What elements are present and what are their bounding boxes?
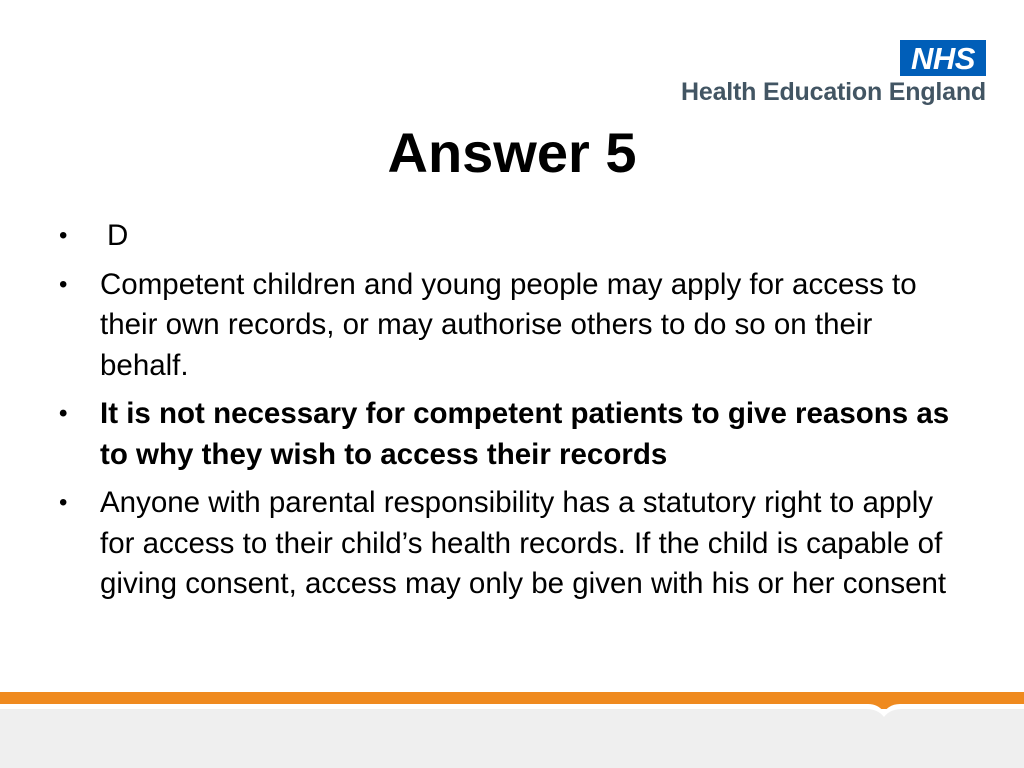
- nhs-badge-text: NHS: [911, 40, 975, 76]
- nhs-badge: [900, 40, 986, 76]
- bullet-text: Anyone with parental responsibility has a statutory right to apply for access to their child’s health records. If the child is capable of giving consent, access may only be given with his or her consent: [100, 486, 947, 600]
- bullet-item: [55, 483, 955, 605]
- footer-white-gap: [0, 704, 1024, 709]
- bullet-text: D: [107, 219, 129, 252]
- bullet-dot: •: [59, 222, 68, 249]
- bullet-item: [55, 216, 955, 257]
- nhs-hee-logo: [636, 40, 986, 112]
- footer-band: [0, 692, 1024, 768]
- bullet-item: [55, 394, 955, 475]
- slide-title: Answer 5: [387, 121, 637, 184]
- bullet-text: It is not necessary for competent patients to give reasons as to why they wish to access their records: [100, 397, 950, 471]
- organisation-name: Health Education England: [681, 78, 986, 106]
- bullet-item: [55, 265, 955, 387]
- bullet-text: Competent children and young people may apply for access to their own records, or may authorise others to do so on their behalf.: [100, 267, 917, 382]
- bullet-dot: •: [59, 270, 68, 298]
- bullet-dot: •: [59, 400, 68, 427]
- bullet-list: [55, 216, 955, 613]
- bullet-dot: •: [59, 489, 68, 516]
